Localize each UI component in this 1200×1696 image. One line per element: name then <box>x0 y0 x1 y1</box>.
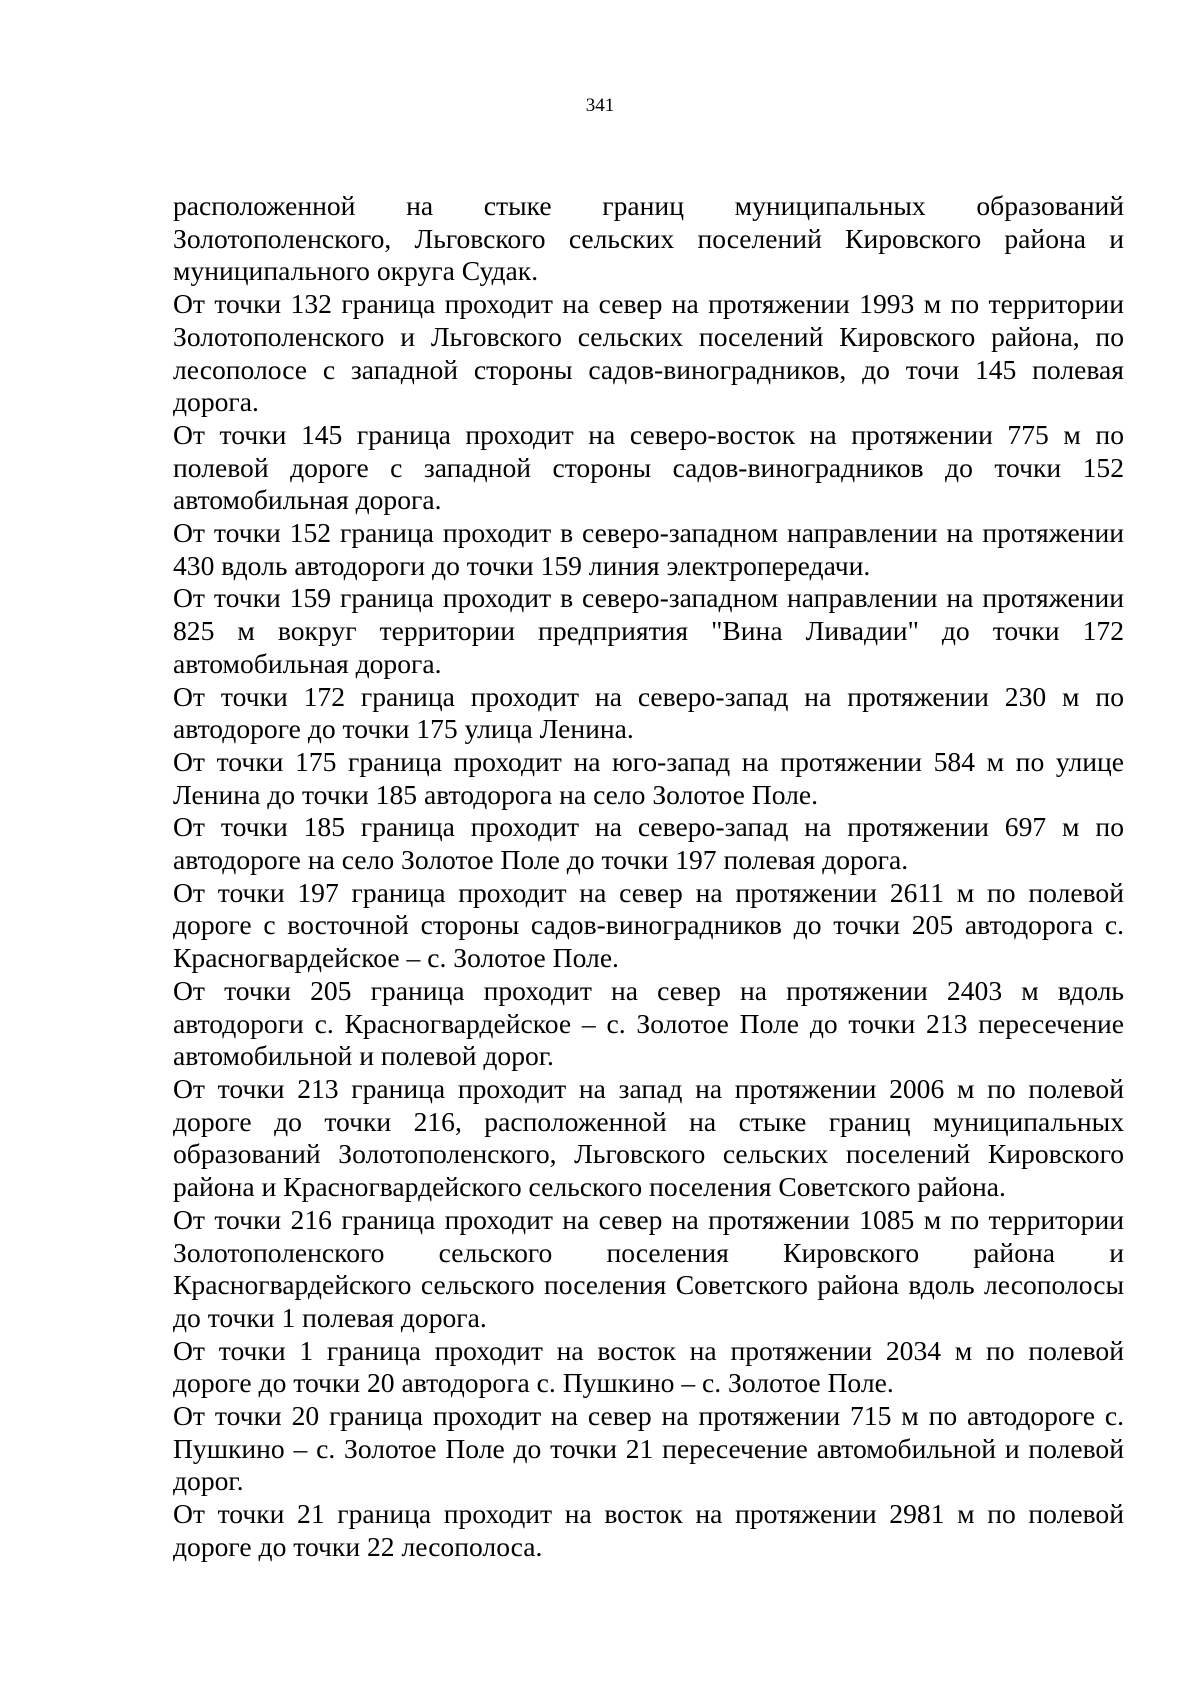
paragraph: От точки 213 граница проходит на запад на протяжении 2006 м по полевой дороге до точки 216, расположенной на стыке границ муниципальных образований Золотополенского, Льговского сельских поселений Кировского района и Красногвардейского сельского поселения Советского района. <box>173 1072 1124 1203</box>
paragraph: От точки 159 граница проходит в северо-западном направлении на протяжении 825 м вокруг территории предприятия "Вина Ливадии" до точки 172 автомобильная дорога. <box>173 582 1124 679</box>
paragraph: От точки 216 граница проходит на север на протяжении 1085 м по территории Золотополенского сельского поселения Кировского района и Красногвардейского сельского поселения Советского района вдоль лесополосы до точки 1 полевая дорога. <box>173 1203 1124 1333</box>
paragraph: От точки 172 граница проходит на северо-запад на протяжении 230 м по автодороге до точки 175 улица Ленина. <box>173 680 1124 745</box>
paragraph: От точки 1 граница проходит на восток на протяжении 2034 м по полевой дороге до точки 20 автодорога с. Пушкино – с. Золотое Поле. <box>173 1334 1124 1399</box>
paragraph: От точки 152 граница проходит в северо-западном направлении на протяжении 430 вдоль автодороги до точки 159 линия электропередачи. <box>173 517 1124 581</box>
paragraph: От точки 205 граница проходит на север на протяжении 2403 м вдоль автодороги с. Красногвардейское – с. Золотое Поле до точки 213 пересечение автомобильной и полевой дорог. <box>173 974 1124 1072</box>
paragraph: От точки 185 граница проходит на северо-запад на протяжении 697 м по автодороге на село Золотое Поле до точки 197 полевая дорога. <box>173 811 1124 876</box>
document-body <box>173 190 1124 1564</box>
page-number: 341 <box>585 95 615 116</box>
paragraph: От точки 175 граница проходит на юго-запад на протяжении 584 м по улице Ленина до точки 185 автодорога на село Золотое Поле. <box>173 745 1124 810</box>
paragraph: От точки 145 граница проходит на северо-восток на протяжении 775 м по полевой дороге с западной стороны садов-виноградников до точки 152 автомобильная дорога. <box>173 418 1124 516</box>
paragraph: От точки 21 граница проходит на восток на протяжении 2981 м по полевой дороге до точки 22 лесополоса. <box>173 1498 1124 1562</box>
paragraph: От точки 20 граница проходит на север на протяжении 715 м по автодороге с. Пушкино – с. Золотое Поле до точки 21 пересечение автомобильной и полевой дорог. <box>173 1400 1124 1497</box>
paragraph: От точки 132 граница проходит на север на протяжении 1993 м по территории Золотополенского и Льговского сельских поселений Кировского района, по лесополосе с западной стороны садов-виноградников, до точи 145 полевая дорога. <box>173 288 1124 418</box>
paragraph: От точки 197 граница проходит на север на протяжении 2611 м по полевой дороге с восточной стороны садов-виноградников до точки 205 автодорога с. Красногвардейское – с. Золотое Поле. <box>173 876 1124 974</box>
paragraph: расположенной на стыке границ муниципальных образований Золотополенского, Льговского сельских поселений Кировского района и муниципального округа Судак. <box>173 190 1124 287</box>
